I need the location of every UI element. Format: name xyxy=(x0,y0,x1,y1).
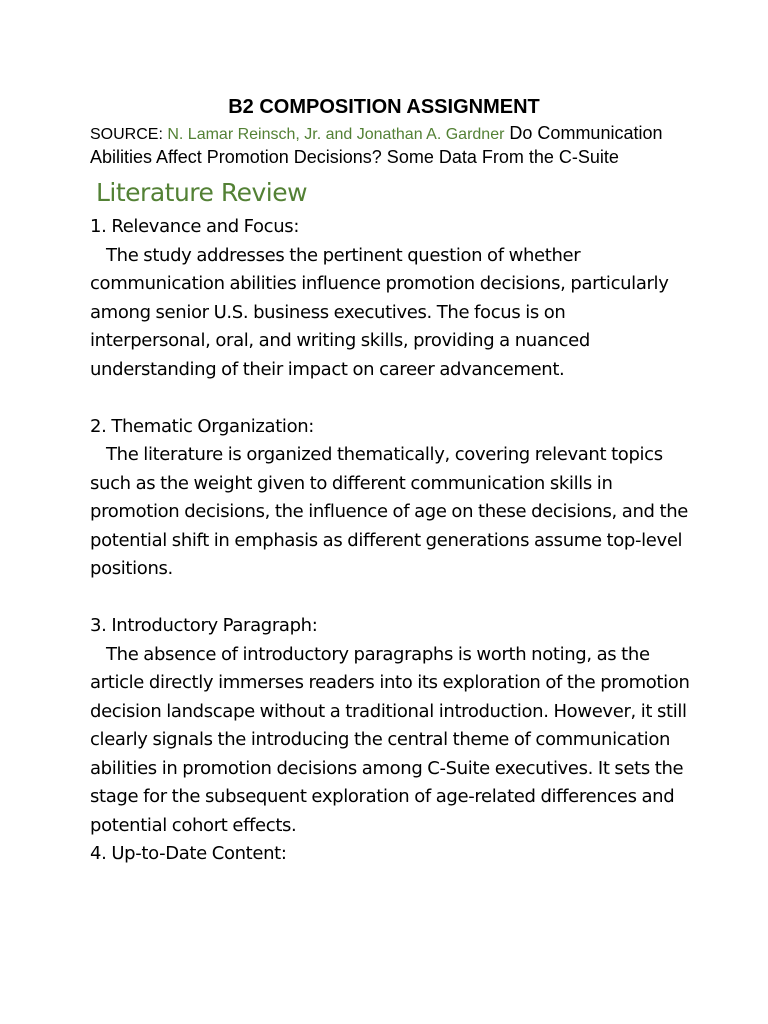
item-title-up-to-date: 4. Up-to-Date Content: xyxy=(90,843,287,864)
document-title: B2 COMPOSITION ASSIGNMENT xyxy=(228,96,540,118)
item-title-introductory: 3. Introductory Paragraph: xyxy=(90,615,318,636)
literature-review-body xyxy=(90,213,690,869)
source-article-title: Do Communication Abilities Affect Promotion Decisions? Some Data From the C-Suite xyxy=(90,123,663,167)
paragraph-spacer xyxy=(90,584,690,613)
source-label: SOURCE: xyxy=(90,126,168,143)
source-authors: N. Lamar Reinsch, Jr. and Jonathan A. Gardner xyxy=(167,126,505,143)
source-citation xyxy=(90,122,690,169)
item-text-relevance: The study addresses the pertinent question of whether communication abilities influence promotion decisions, particularly among senior U.S. business executives. The focus is on interpersonal, oral, and writing skills, providing a nuanced understanding of their impact on career advancement. xyxy=(90,244,669,380)
document-page xyxy=(90,94,690,869)
item-text-thematic: The literature is organized thematically, covering relevant topics such as the weight given to different communication skills in promotion decisions, the influence of age on these decisions, and the potential shift in emphasis as different generations assume top-level positions. xyxy=(90,444,688,579)
section-heading: Literature Review xyxy=(96,178,308,207)
item-title-relevance: 1. Relevance and Focus: xyxy=(90,216,300,237)
paragraph-spacer xyxy=(90,384,690,413)
item-text-introductory: The absence of introductory paragraphs is worth noting, as the article directly immerses readers into its exploration of the promotion decision landscape without a traditional introduction. However, it still clearly signals the introducing the central theme of communication abilities in promotion decisions among C-Suite executives. It sets the stage for the subsequent exploration of age-related differences and potential cohort effects. xyxy=(90,643,690,836)
item-title-thematic: 2. Thematic Organization: xyxy=(90,415,315,437)
